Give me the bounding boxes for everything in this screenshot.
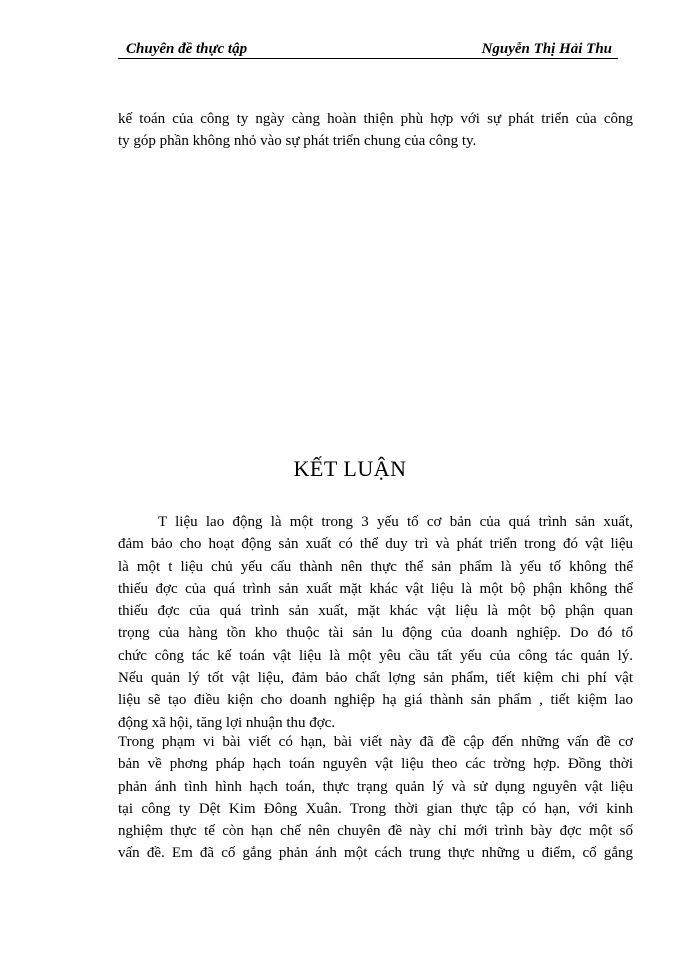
text-line: Trong phạm vi bài viết có hạn, bài viết này đã đề cập đến những vấn đề cơ	[118, 734, 633, 750]
text-line: liệu sẽ tạo điều kiện cho doanh nghiệp hạ giá thành sản phẩm , tiết kiệm lao	[118, 692, 633, 709]
text-line: ty góp phần không nhỏ vào sự phát triển chung của công ty.	[118, 133, 477, 150]
header-right-text: Nguyễn Thị Hải Thu	[481, 41, 612, 57]
text-line: bản về phơng pháp hạch toán nguyên vật liệu theo các trờng hợp. Đồng thời	[118, 756, 633, 773]
text-line: kế toán của công ty ngày càng hoàn thiện phù hợp với sự phát triển của công	[118, 111, 633, 127]
text-line: T liệu lao động là một trong 3 yếu tố cơ bản của quá trình sản xuất,	[158, 514, 633, 530]
text-line: phản ánh tình hình hạch toán, thực trạng quản lý và sử dụng nguyên vật liệu	[118, 778, 633, 795]
header-left-text: Chuyên đề thực tập	[126, 41, 248, 57]
section-title: KẾT LUẬN	[293, 456, 407, 481]
text-line: tại công ty Dệt Kim Đông Xuân. Trong thời gian thực tập có hạn, với kinh	[118, 800, 633, 817]
conclusion-paragraph-2	[118, 731, 633, 865]
text-line: đảm bảo cho hoạt động sản xuất có thể duy trì và phát triển trong đó vật liệu	[118, 536, 633, 553]
text-line: là một t liệu chủ yếu cấu thành nên thực thể sản phẩm là yếu tố không thể	[118, 558, 633, 575]
text-line: động xã hội, tăng lợi nhuận thu đợc.	[118, 714, 336, 731]
page-header	[118, 38, 618, 59]
intro-paragraph	[118, 108, 633, 153]
text-line: vấn đề. Em đã cố gắng phản ánh một cách trung thực những u điểm, cố gắng	[118, 845, 633, 862]
text-line: trọng của hàng tồn kho thuộc tài sản lu động của doanh nghiệp. Do đó tổ	[118, 625, 633, 642]
text-line: chức công tác kế toán vật liệu là một yêu cầu tất yếu của công tác quản lý.	[118, 647, 633, 664]
text-line: thiếu đợc của quá trình sản xuất, mặt khác vật liệu là một bộ phận quan	[118, 603, 633, 620]
text-line: nghiệm thực tế còn hạn chế nên chuyên đề này chỉ mới trình bày đợc một số	[118, 823, 633, 840]
text-line: Nếu quản lý tốt vật liệu, đảm bảo chất lợng sản phẩm, tiết kiệm chi phí vật	[118, 670, 633, 687]
text-line: thiếu đợc của quá trình sản xuất mặt khác vật liệu là một bộ phận không thể	[118, 580, 633, 597]
conclusion-paragraph-1	[118, 511, 633, 734]
